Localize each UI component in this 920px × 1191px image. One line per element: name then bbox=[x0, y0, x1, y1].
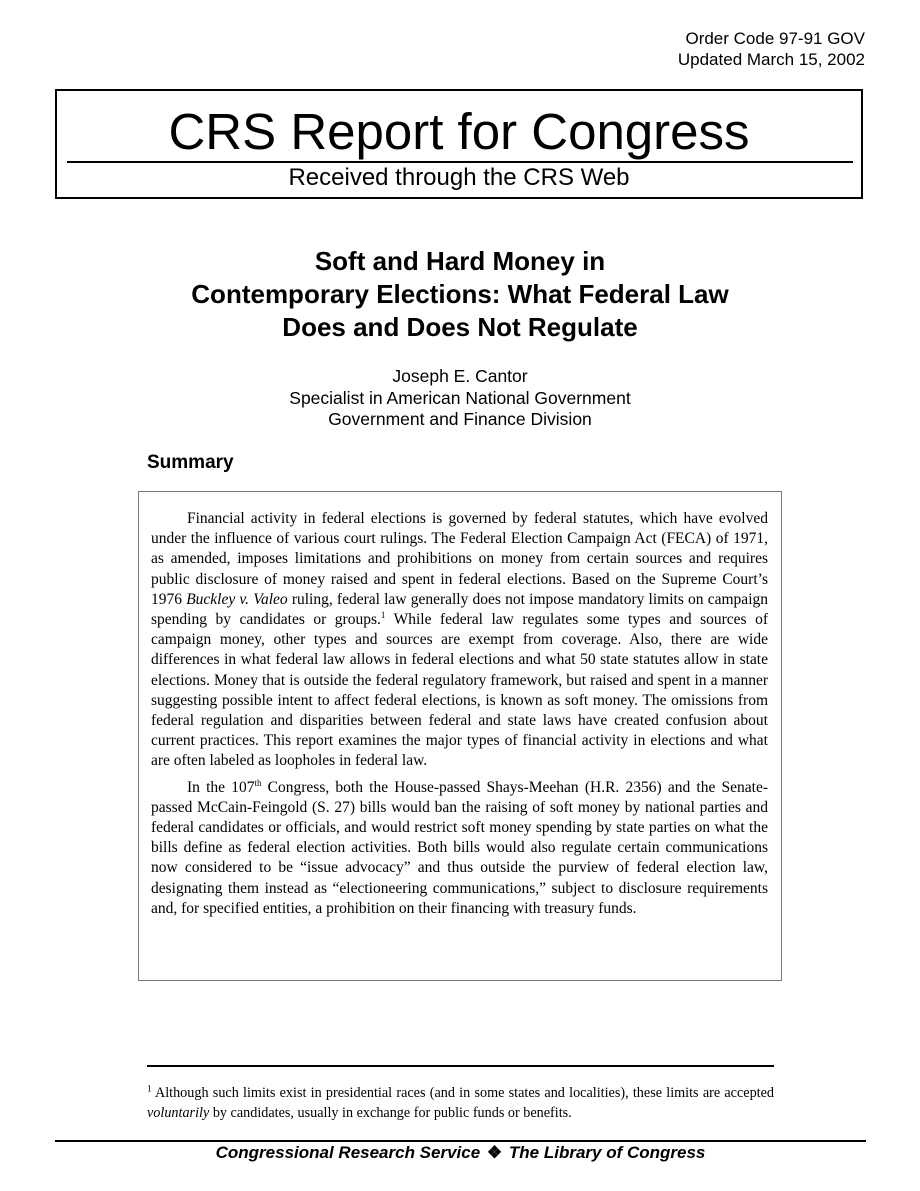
footnote-rule bbox=[147, 1065, 774, 1067]
order-code: Order Code 97-91 GOV bbox=[685, 29, 865, 48]
footnote-text-b: by candidates, usually in exchange for public funds or benefits. bbox=[209, 1105, 572, 1121]
author-division: Government and Finance Division bbox=[328, 409, 592, 429]
updated-date: Updated March 15, 2002 bbox=[677, 50, 865, 69]
case-citation: Buckley v. Valeo bbox=[186, 590, 288, 608]
summary-p1-text-b: ruling, federal law generally does not impose mandatory limits on campaign spending by candidates or groups. bbox=[151, 590, 768, 629]
report-title-line-2: Contemporary Elections: What Federal Law bbox=[191, 279, 729, 309]
footer-library: The Library of Congress bbox=[508, 1143, 706, 1162]
summary-heading: Summary bbox=[147, 452, 234, 473]
summary-p1-text-a: Financial activity in federal elections is governed by federal statutes, which have evolved under the influence of various court rulings. The Federal Election Campaign Act (FECA) of 1971, as amended, imposes limitations and prohibitions on money from certain sources and requires public disclosure of money raised and spent in federal elections. Based on the Supreme Court’s 1976 bbox=[151, 510, 768, 608]
summary-box bbox=[138, 491, 782, 981]
summary-p2-text-a: In the 107 bbox=[187, 778, 255, 796]
footnote-mark: 1 bbox=[147, 1083, 152, 1094]
footnote-emphasis: voluntarily bbox=[147, 1105, 210, 1121]
masthead-subtitle: Received through the CRS Web bbox=[288, 164, 630, 191]
report-title-line-1: Soft and Hard Money in bbox=[314, 246, 606, 276]
author-title: Specialist in American National Government bbox=[289, 387, 631, 408]
masthead bbox=[55, 89, 863, 199]
author-block bbox=[100, 366, 820, 431]
report-title-line-3: Does and Does Not Regulate bbox=[282, 312, 638, 342]
report-title bbox=[100, 245, 820, 344]
footnote bbox=[147, 1083, 774, 1123]
summary-paragraph-1 bbox=[151, 509, 768, 772]
footer-credit bbox=[55, 1141, 866, 1165]
summary-paragraph-2 bbox=[151, 778, 768, 919]
diamond-separator-icon: ❖ bbox=[486, 1143, 503, 1162]
summary-p2-text-b: Congress, both the House-passed Shays-Meehan (H.R. 2356) and the Senate-passed McCain-Feingold (S. 27) bills would ban the raising of soft money by national parties and federal candidates or officials, and would restrict soft money spending by state parties on what the bills define as federal election activities. Both bills would also regulate certain communications now considered to be “issue advocacy” and thus outside the purview of federal election law, designating them instead as “electioneering communications,” subject to disclosure requirements and, for specified entities, a prohibition on their financing with treasury funds. bbox=[151, 778, 768, 917]
footer-crs: Congressional Research Service bbox=[215, 1143, 481, 1162]
footnote-reference[interactable]: 1 bbox=[380, 609, 386, 620]
order-code-block bbox=[678, 28, 865, 70]
masthead-title: CRS Report for Congress bbox=[168, 103, 750, 160]
footnote-text-a: Although such limits exist in presidential races (and in some states and localities), these limits are accepted bbox=[151, 1085, 774, 1101]
author-name: Joseph E. Cantor bbox=[392, 366, 528, 386]
summary-p1-text-c: While federal law regulates some types and sources of campaign money, other types and sources are exempt from coverage. Also, there are wide differences in what federal law allows in federal elections and what 50 state statutes allow in state elections. Money that is outside the federal regulatory framework, but raised and spent in a manner suggesting possible intent to affect federal elections, is known as soft money. The omissions from federal regulation and disparities between federal and state laws have created confusion about current practices. This report examines the major types of financial activity in elections and what are often labeled as loopholes in federal law. bbox=[151, 611, 768, 770]
ordinal-suffix: th bbox=[254, 777, 262, 788]
